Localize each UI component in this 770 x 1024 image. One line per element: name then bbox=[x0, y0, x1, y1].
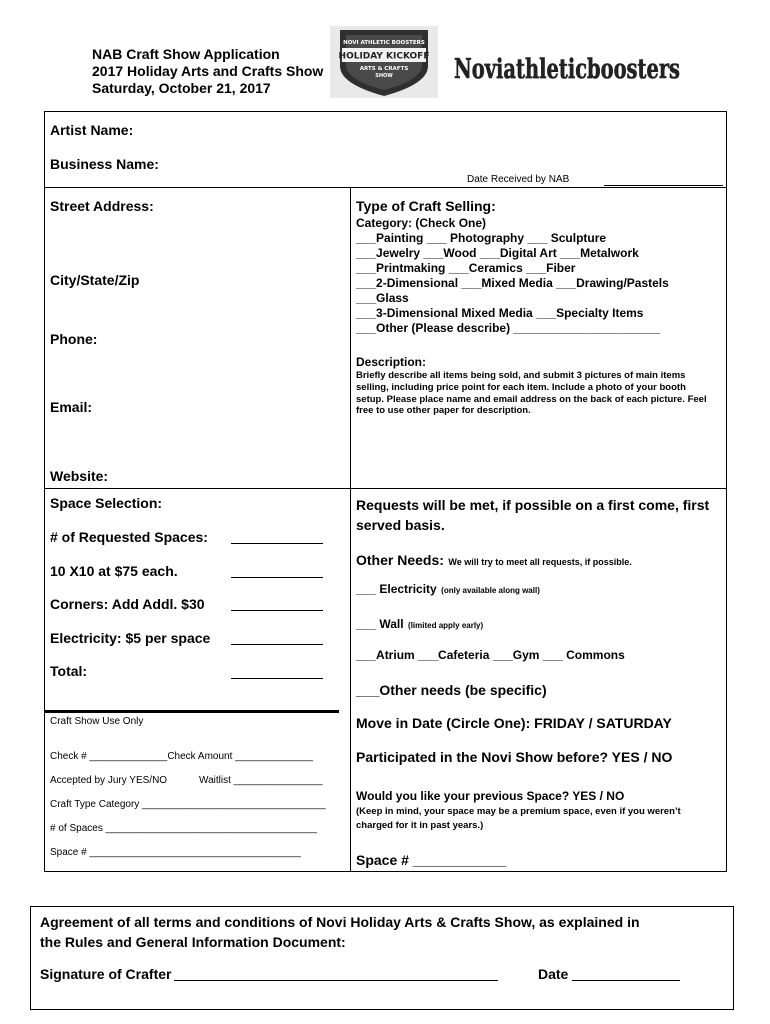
electricity-label: ___ Electricity bbox=[356, 582, 437, 596]
craft-type-category-field[interactable]: Craft Type Category _________________________________ bbox=[50, 799, 326, 810]
novi-athletic-boosters-logo bbox=[452, 46, 684, 90]
date-received-field[interactable] bbox=[604, 185, 723, 186]
electricity-fee-label: Electricity: $5 per space bbox=[50, 630, 211, 646]
category-row[interactable]: ___Glass bbox=[356, 291, 409, 305]
street-address-label: Street Address: bbox=[50, 198, 154, 214]
wall-note: (limited apply early) bbox=[408, 621, 484, 630]
electricity-note: (only available along wall) bbox=[441, 586, 540, 595]
total-field[interactable] bbox=[231, 678, 323, 679]
signature-field[interactable] bbox=[174, 980, 498, 981]
agreement-text: Agreement of all terms and conditions of Novi Holiday Arts & Crafts Show, as explained in the Rules and General Information Document: bbox=[40, 914, 640, 950]
electricity-fee-field[interactable] bbox=[231, 644, 323, 645]
requests-note: Requests will be met, if possible on a first come, first served basis. bbox=[356, 497, 710, 533]
divider bbox=[44, 187, 727, 188]
description-text: Briefly describe all items being sold, and submit 3 pictures of main items selling, including price point for each item. Include a photo of your booth setup. Please place name and email address on the back of each picture. Feel free to use other paper for description. bbox=[356, 370, 707, 417]
category-label: Category: (Check One) bbox=[356, 216, 487, 230]
other-needs-note: We will try to meet all requests, if possible. bbox=[448, 557, 632, 567]
craft-type-title: Type of Craft Selling: bbox=[356, 198, 496, 214]
other-specific-field[interactable]: ___Other needs (be specific) bbox=[356, 682, 547, 698]
badge-main-text: HOLIDAY KICKOFF bbox=[338, 51, 430, 62]
logo-wordmark: Noviathleticboosters bbox=[454, 54, 680, 85]
category-row[interactable]: ___Jewelry ___Wood ___Digital Art ___Metalwork bbox=[356, 246, 639, 260]
wall-label: ___ Wall bbox=[356, 617, 404, 631]
wall-option[interactable] bbox=[356, 615, 483, 633]
description-title: Description: bbox=[356, 355, 427, 369]
move-in-date[interactable]: Move in Date (Circle One): FRIDAY / SATURDAY bbox=[356, 715, 672, 731]
artist-name-label: Artist Name: bbox=[50, 122, 134, 138]
jury-accepted-field[interactable]: Accepted by Jury YES/NO bbox=[50, 775, 168, 786]
column-divider bbox=[350, 187, 351, 872]
office-space-number-field[interactable]: Space # ______________________________________ bbox=[50, 847, 301, 858]
business-name-label: Business Name: bbox=[50, 156, 159, 172]
space-number-field[interactable]: Space # ____________ bbox=[356, 852, 507, 868]
waitlist-field[interactable]: Waitlist ________________ bbox=[199, 775, 323, 786]
show-title: 2017 Holiday Arts and Crafts Show bbox=[92, 63, 324, 79]
badge-sub-text: ARTS & CRAFTS bbox=[359, 66, 409, 72]
phone-label: Phone: bbox=[50, 331, 98, 347]
previous-space-note: (Keep in mind, your space may be a premium space, even if you weren’t charged for it in past years.) bbox=[356, 806, 681, 831]
corners-label: Corners: Add Addl. $30 bbox=[50, 596, 205, 612]
badge-top-text: NOVI ATHLETIC BOOSTERS bbox=[343, 40, 425, 46]
badge-sub2-text: SHOW bbox=[375, 73, 393, 79]
space-selection-title: Space Selection: bbox=[50, 495, 163, 511]
participated-before[interactable]: Participated in the Novi Show before? YES / NO bbox=[356, 749, 673, 765]
category-row-other[interactable]: ___Other (Please describe) ______________________ bbox=[356, 321, 661, 335]
total-label: Total: bbox=[50, 663, 88, 679]
divider-thick bbox=[44, 710, 339, 713]
requested-spaces-field[interactable] bbox=[231, 543, 323, 544]
date-label: Date bbox=[538, 966, 569, 982]
number-of-spaces-field[interactable]: # of Spaces ______________________________________ bbox=[50, 823, 317, 834]
category-row[interactable]: ___2-Dimensional ___Mixed Media ___Drawing/Pastels bbox=[356, 276, 669, 290]
city-state-zip-label: City/State/Zip bbox=[50, 272, 140, 288]
form-title: NAB Craft Show Application bbox=[92, 46, 280, 62]
requested-spaces-label: # of Requested Spaces: bbox=[50, 529, 208, 545]
location-options[interactable]: ___Atrium ___Cafeteria ___Gym ___ Commons bbox=[356, 648, 625, 662]
electricity-option[interactable] bbox=[356, 580, 540, 598]
previous-space[interactable]: Would you like your previous Space? YES / NO bbox=[356, 789, 625, 803]
other-needs-line bbox=[356, 552, 632, 570]
category-row[interactable]: ___Printmaking ___Ceramics ___Fiber bbox=[356, 261, 576, 275]
check-fields[interactable]: Check # ______________Check Amount ______________ bbox=[50, 751, 313, 762]
divider bbox=[44, 488, 727, 489]
signature-label: Signature of Crafter bbox=[40, 966, 172, 982]
date-received-label: Date Received by NAB bbox=[467, 174, 570, 185]
email-label: Email: bbox=[50, 399, 93, 415]
show-date: Saturday, October 21, 2017 bbox=[92, 80, 271, 96]
date-field[interactable] bbox=[572, 980, 680, 981]
ten-by-ten-label: 10 X10 at $75 each. bbox=[50, 563, 178, 579]
website-label: Website: bbox=[50, 468, 109, 484]
office-use-title: Craft Show Use Only bbox=[50, 716, 144, 727]
ten-by-ten-field[interactable] bbox=[231, 577, 323, 578]
holiday-kickoff-badge bbox=[330, 26, 438, 98]
category-row[interactable]: ___3-Dimensional Mixed Media ___Specialty Items bbox=[356, 306, 644, 320]
category-row[interactable]: ___Painting ___ Photography ___ Sculpture bbox=[356, 231, 607, 245]
other-needs-label: Other Needs: bbox=[356, 552, 444, 568]
corners-field[interactable] bbox=[231, 610, 323, 611]
